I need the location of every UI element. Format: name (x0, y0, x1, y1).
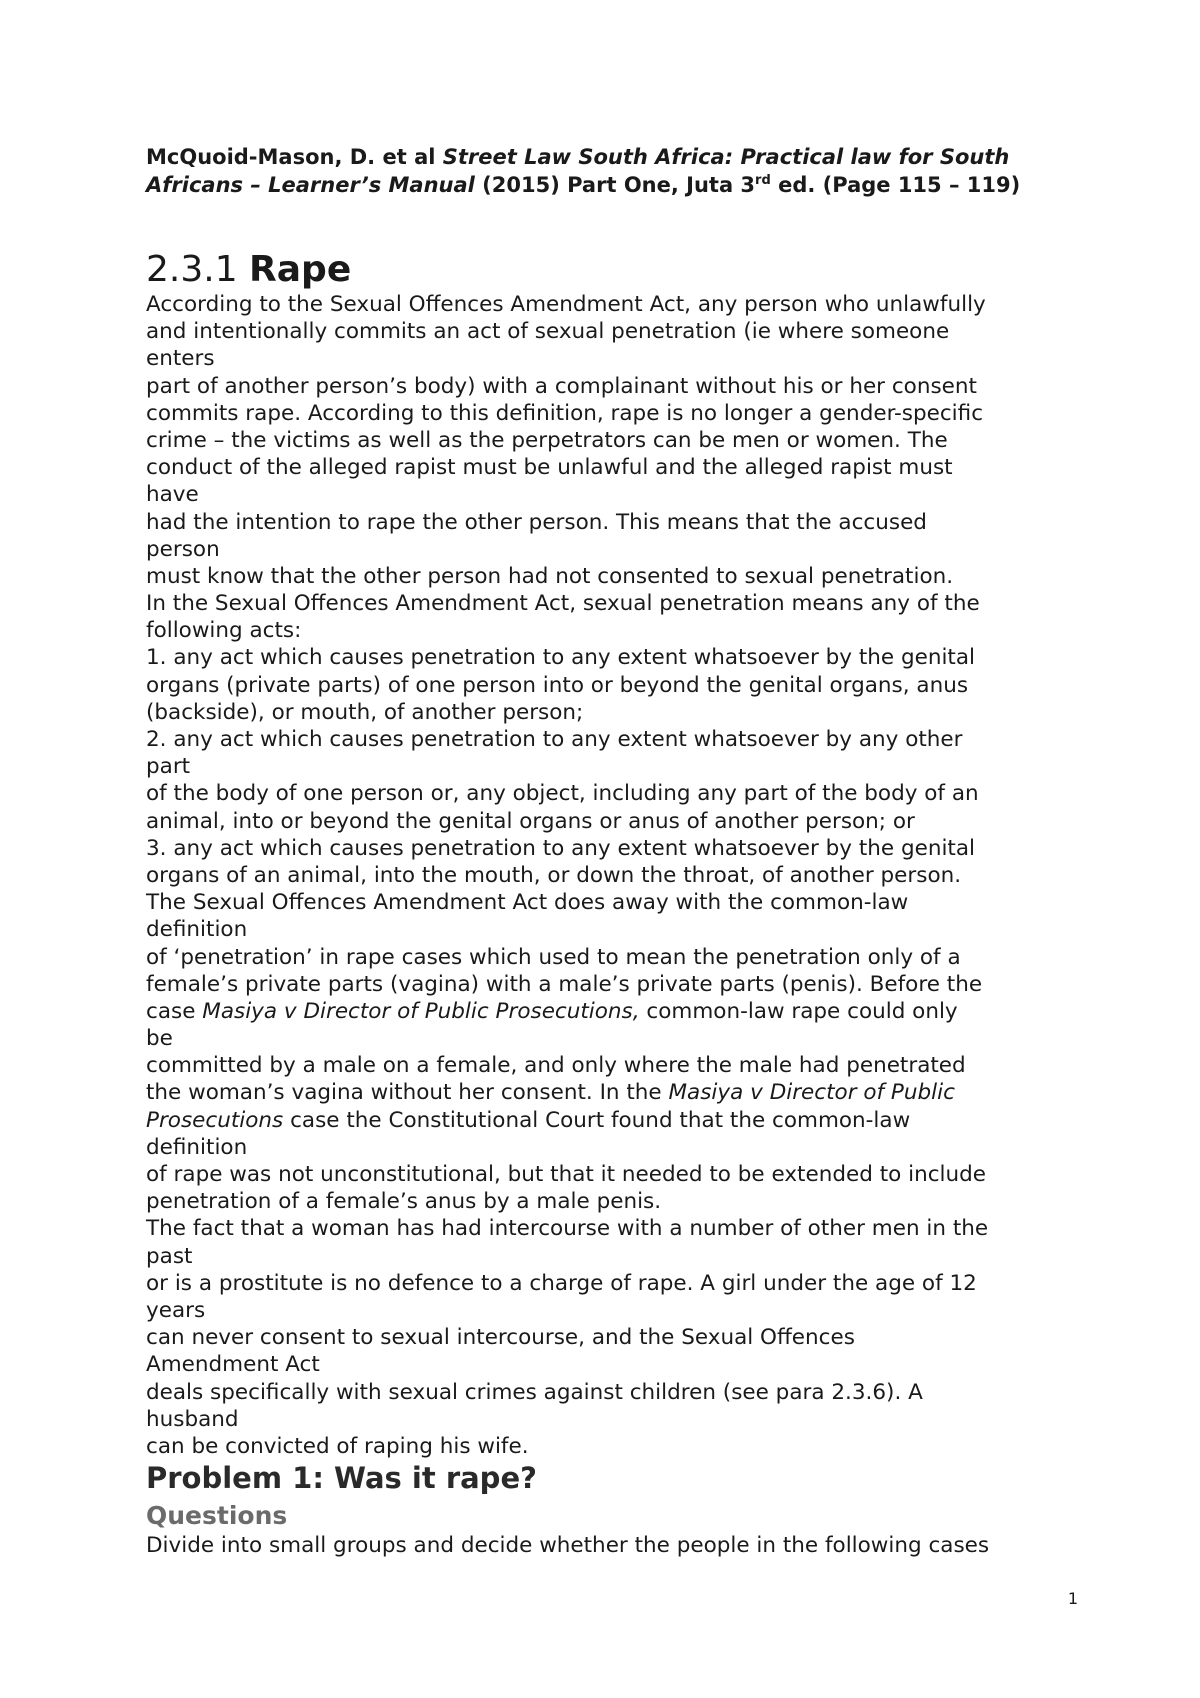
body-line: In the Sexual Offences Amendment Act, sexual penetration means any of the (146, 591, 980, 617)
body-line: or is a prostitute is no defence to a charge of rape. A girl under the age of 12 (146, 1270, 977, 1296)
body-line: have (146, 482, 199, 508)
case-line-text: case the Constitutional Court found that the common-law (283, 1107, 911, 1133)
body-line: person (146, 536, 220, 562)
body-line: definition (146, 1134, 248, 1160)
citation-title: Street Law South Africa: Practical law for South Africans – Learner’s Manual (146, 145, 1010, 197)
body-line: 2. any act which causes penetration to any extent whatsoever by any other (146, 727, 963, 752)
case-line (146, 1107, 1086, 1134)
body-line: of ‘penetration’ in rape cases which used to mean the penetration only of a (146, 944, 961, 970)
body-line: commits rape. According to this definition, rape is no longer a gender-specific (146, 400, 984, 426)
body-line: of rape was not unconstitutional, but that it needed to be extended to include (146, 1162, 987, 1187)
case-name: Masiya v Director of Public (668, 1080, 955, 1106)
body-line: The Sexual Offences Amendment Act does away with the common-law (146, 890, 909, 916)
body-text (146, 291, 1086, 1460)
body-line: be (146, 1026, 173, 1052)
case-name: Masiya v Director of Public Prosecutions, (202, 998, 640, 1024)
body-line: penetration of a female’s anus by a male penis. (146, 1189, 662, 1215)
body-line: conduct of the alleged rapist must be unlawful and the alleged rapist must (146, 455, 953, 481)
citation-pages: ed. (Page 115 – 119) (770, 173, 1021, 197)
questions-text: Divide into small groups and decide whether the people in the following cases (146, 1533, 990, 1558)
case-line (146, 1079, 1086, 1106)
body-line: past (146, 1243, 193, 1269)
body-line: part (146, 754, 191, 780)
body-line: The fact that a woman has had intercourse with a number of other men in the (146, 1216, 989, 1242)
body-line: According to the Sexual Offences Amendment Act, any person who unlawfully (146, 292, 986, 317)
body-line: organs (private parts) of one person into or beyond the genital organs, anus (146, 672, 969, 698)
body-line: committed by a male on a female, and only where the male had penetrated (146, 1053, 966, 1079)
body-line: crime – the victims as well as the perpetrators can be men or women. The (146, 427, 948, 453)
body-line: Amendment Act (146, 1352, 320, 1378)
body-line: enters (146, 346, 215, 372)
citation (146, 143, 1096, 199)
page-number: 1 (1067, 1589, 1078, 1608)
case-line-text: common-law rape could only (639, 998, 958, 1024)
body-line: definition (146, 917, 248, 943)
citation-superscript: rd (755, 173, 771, 188)
case-line-text: the woman’s vagina without her consent. In the (146, 1080, 669, 1106)
section-heading (146, 248, 351, 292)
case-name: Prosecutions (146, 1107, 284, 1133)
questions-heading: Questions (146, 1501, 288, 1530)
body-line: female’s private parts (vagina) with a male’s private parts (penis). Before the (146, 971, 983, 997)
body-line: years (146, 1297, 206, 1323)
problem-heading: Problem 1: Was it rape? (146, 1461, 537, 1495)
body-line: organs of an animal, into the mouth, or down the throat, of another person. (146, 862, 962, 888)
case-line-text: case (146, 998, 203, 1024)
body-line: and intentionally commits an act of sexual penetration (ie where someone (146, 319, 950, 345)
body-line: 1. any act which causes penetration to any extent whatsoever by the genital (146, 645, 976, 671)
body-line: must know that the other person had not consented to sexual penetration. (146, 563, 954, 589)
citation-author: McQuoid-Mason, D. et al (146, 145, 443, 169)
body-line: had the intention to rape the other person. This means that the accused (146, 509, 927, 535)
section-title: Rape (249, 249, 352, 290)
case-line (146, 998, 1086, 1025)
body-line: can be convicted of raping his wife. (146, 1433, 529, 1459)
body-line: husband (146, 1406, 239, 1432)
body-line: animal, into or beyond the genital organs or anus of another person; or (146, 808, 915, 834)
body-line: 3. any act which causes penetration to any extent whatsoever by the genital (146, 835, 976, 861)
body-line: deals specifically with sexual crimes against children (see para 2.3.6). A (146, 1379, 923, 1405)
body-line: can never consent to sexual intercourse, and the Sexual Offences (146, 1325, 855, 1351)
section-number: 2.3.1 (146, 249, 250, 290)
body-line: of the body of one person or, any object, including any part of the body of an (146, 781, 979, 807)
body-line: following acts: (146, 618, 302, 644)
body-line: part of another person’s body) with a complainant without his or her consent (146, 373, 977, 399)
body-line: (backside), or mouth, of another person; (146, 699, 584, 725)
citation-edition: (2015) Part One, Juta 3 (474, 173, 756, 197)
